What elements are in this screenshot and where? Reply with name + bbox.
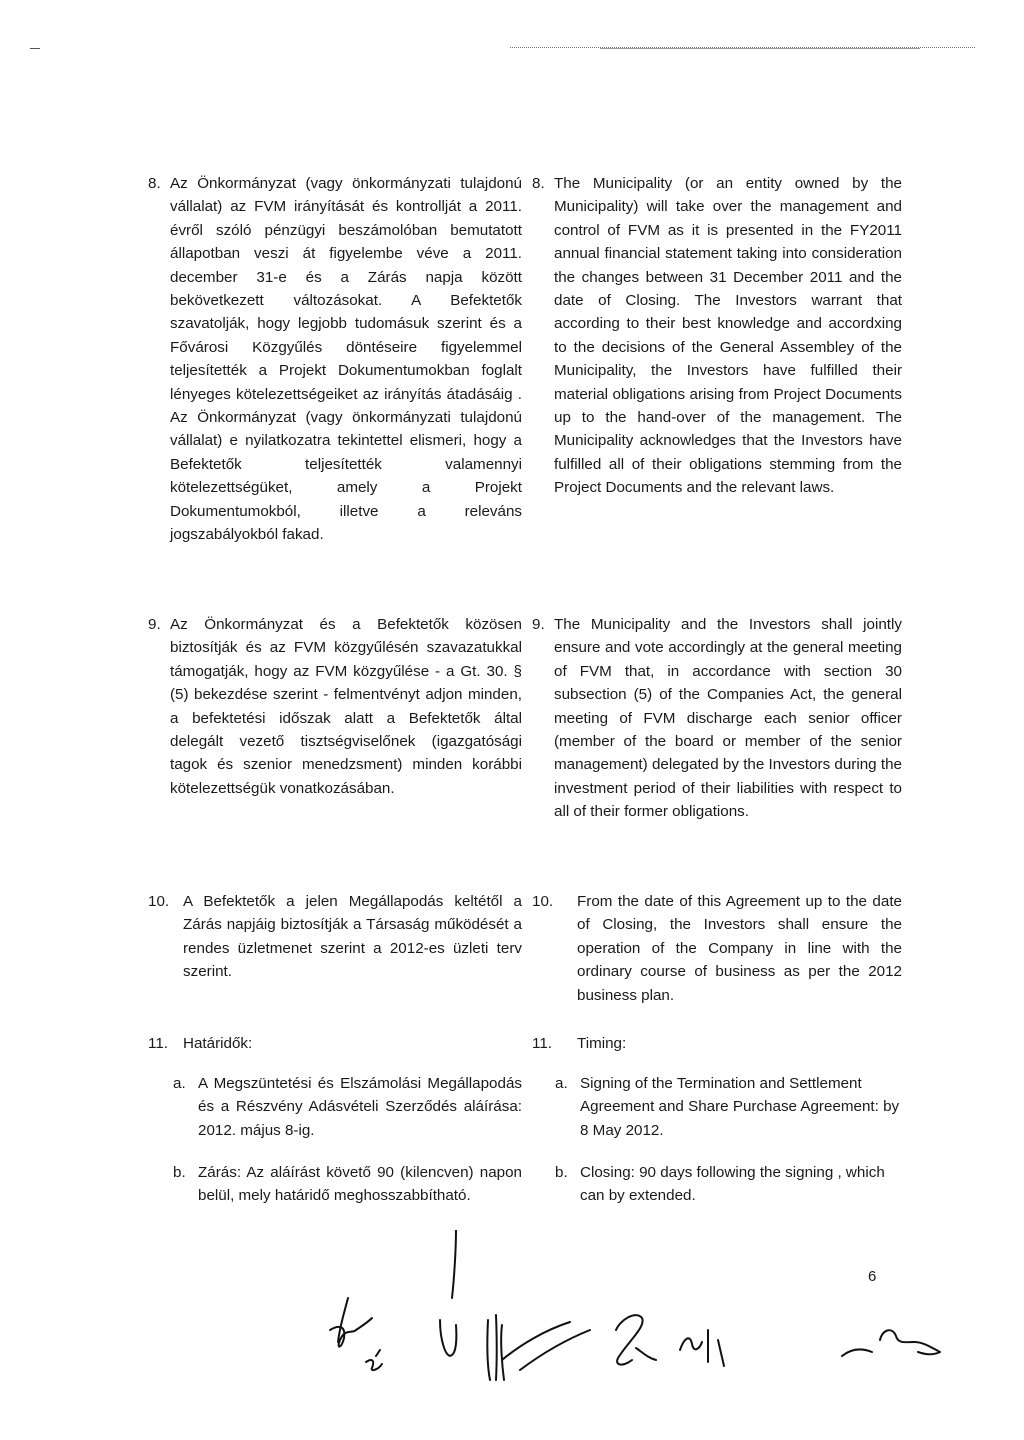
clause-text: From the date of this Agreement up to the date of Closing, the Investors shall ensure the operation of the Company in line with the ordinary course of business as per the 2012 business plan. xyxy=(577,893,902,1004)
scan-mark xyxy=(30,48,40,49)
signature-3-icon xyxy=(487,1315,724,1380)
clause-text: Az Önkormányzat (vagy önkormányzati tulajdonú vállalat) az FVM irányítását és kontrollját a 2011. évről szóló pénzügyi beszámolóban bemutatott állapotban veszi át figyelembe véve a 2011. december 31-e és a Zárás napja között bekövetkezett változásokat. A Befektetők szavatolják, hogy legjobb tudomásuk szerint és a Fővárosi Közgyűlés döntéseire figyelemmel teljesítették a Projekt Dokumentumokban foglalt lényeges kötelezettségeiket az irányítás átadásáig . Az Önkormányzat (vagy önkormányzati tulajdonú vállalat) e nyilatkozatra tekintettel elismeri, hogy a Befektetők teljesítették valamennyi kötelezettségüket, amely a Projekt Dokumentumokból, illetve a releváns jogszabályokból fakad. xyxy=(170,175,522,544)
clause-number: 10. xyxy=(532,893,554,910)
signature-1-icon xyxy=(330,1298,382,1370)
signature-4-icon xyxy=(842,1330,940,1356)
clause-text: A Befektetők a jelen Megállapodás keltétől a Zárás napjáig biztosítják a Társaság működését a rendes üzletmenet szerint a 2012-es üzleti terv szerint. xyxy=(183,893,522,981)
page-number: 6 xyxy=(868,1268,877,1285)
clause-number: 11. xyxy=(148,1035,168,1052)
clause-text: A Megszüntetési és Elszámolási Megállapodás és a Részvény Adásvételi Szerződés aláírása: 2012. május 8-ig. xyxy=(198,1075,522,1139)
clause-text: Timing: xyxy=(577,1035,627,1052)
clause-number: 9. xyxy=(148,616,161,633)
clause-text: Signing of the Termination and Settlement Agreement and Share Purchase Agreement: by 8 May 2012. xyxy=(580,1075,900,1139)
clause-number: 9. xyxy=(532,616,545,633)
clause-text: The Municipality (or an entity owned by the Municipality) will take over the management and control of FVM as it is presented in the FY2011 annual financial statement taking into consideration the changes between 31 December 2011 and the date of Closing. The Investors warrant that according to their best knowledge and accordxing to the decisions of the General Assembley of the Municipality, the Investors have fulfilled their material obligations arising from Project Documents up to the hand-over of the management. The Municipality acknowledges that the Investors have fulfilled all of their obligations stemming from the Project Documents and the relevant laws. xyxy=(554,175,902,497)
scan-top-line-solid xyxy=(600,48,920,49)
clause-text: The Municipality and the Investors shall jointly ensure and vote accordingly at the general meeting of FVM that, in accordance with section 30 subsection (5) of the Companies Act, the general meeting of FVM discharge each senior officer (member of the board or member of the senior management) delegated by the Investors during the investment period of their liabilities with respect to all of their former obligations. xyxy=(554,616,902,821)
clause-number: 10. xyxy=(148,893,170,910)
signature-2-icon xyxy=(440,1230,456,1356)
clause-text: Határidők: xyxy=(183,1035,253,1052)
clause-text: Zárás: Az aláírást követő 90 (kilencven) napon belül, mely határidő meghosszabbítható. xyxy=(198,1164,522,1205)
clause-number: 8. xyxy=(148,175,161,192)
clause-number: 11. xyxy=(532,1035,552,1052)
clause-number: 8. xyxy=(532,175,545,192)
clause-text: Closing: 90 days following the signing , which can by extended. xyxy=(580,1164,885,1205)
clause-number: b. xyxy=(555,1164,568,1181)
clause-text: Az Önkormányzat és a Befektetők közösen biztosítják és az FVM közgyűlésén szavazatukkal támogatják, hogy az FVM közgyűlése - a Gt. 30. § (5) bekezdése szerint - felmentvényt adjon minden, a befektetési időszak alatt a Befektetők által delegált vezető tisztségviselőnek (igazgatósági tagok és szenior menedzsment) minden korábbi kötelezettségük vonatkozásában. xyxy=(170,616,522,797)
signatures xyxy=(0,1230,1024,1400)
clause-number: a. xyxy=(173,1075,186,1092)
clause-number: b. xyxy=(173,1164,186,1181)
clause-number: a. xyxy=(555,1075,568,1092)
